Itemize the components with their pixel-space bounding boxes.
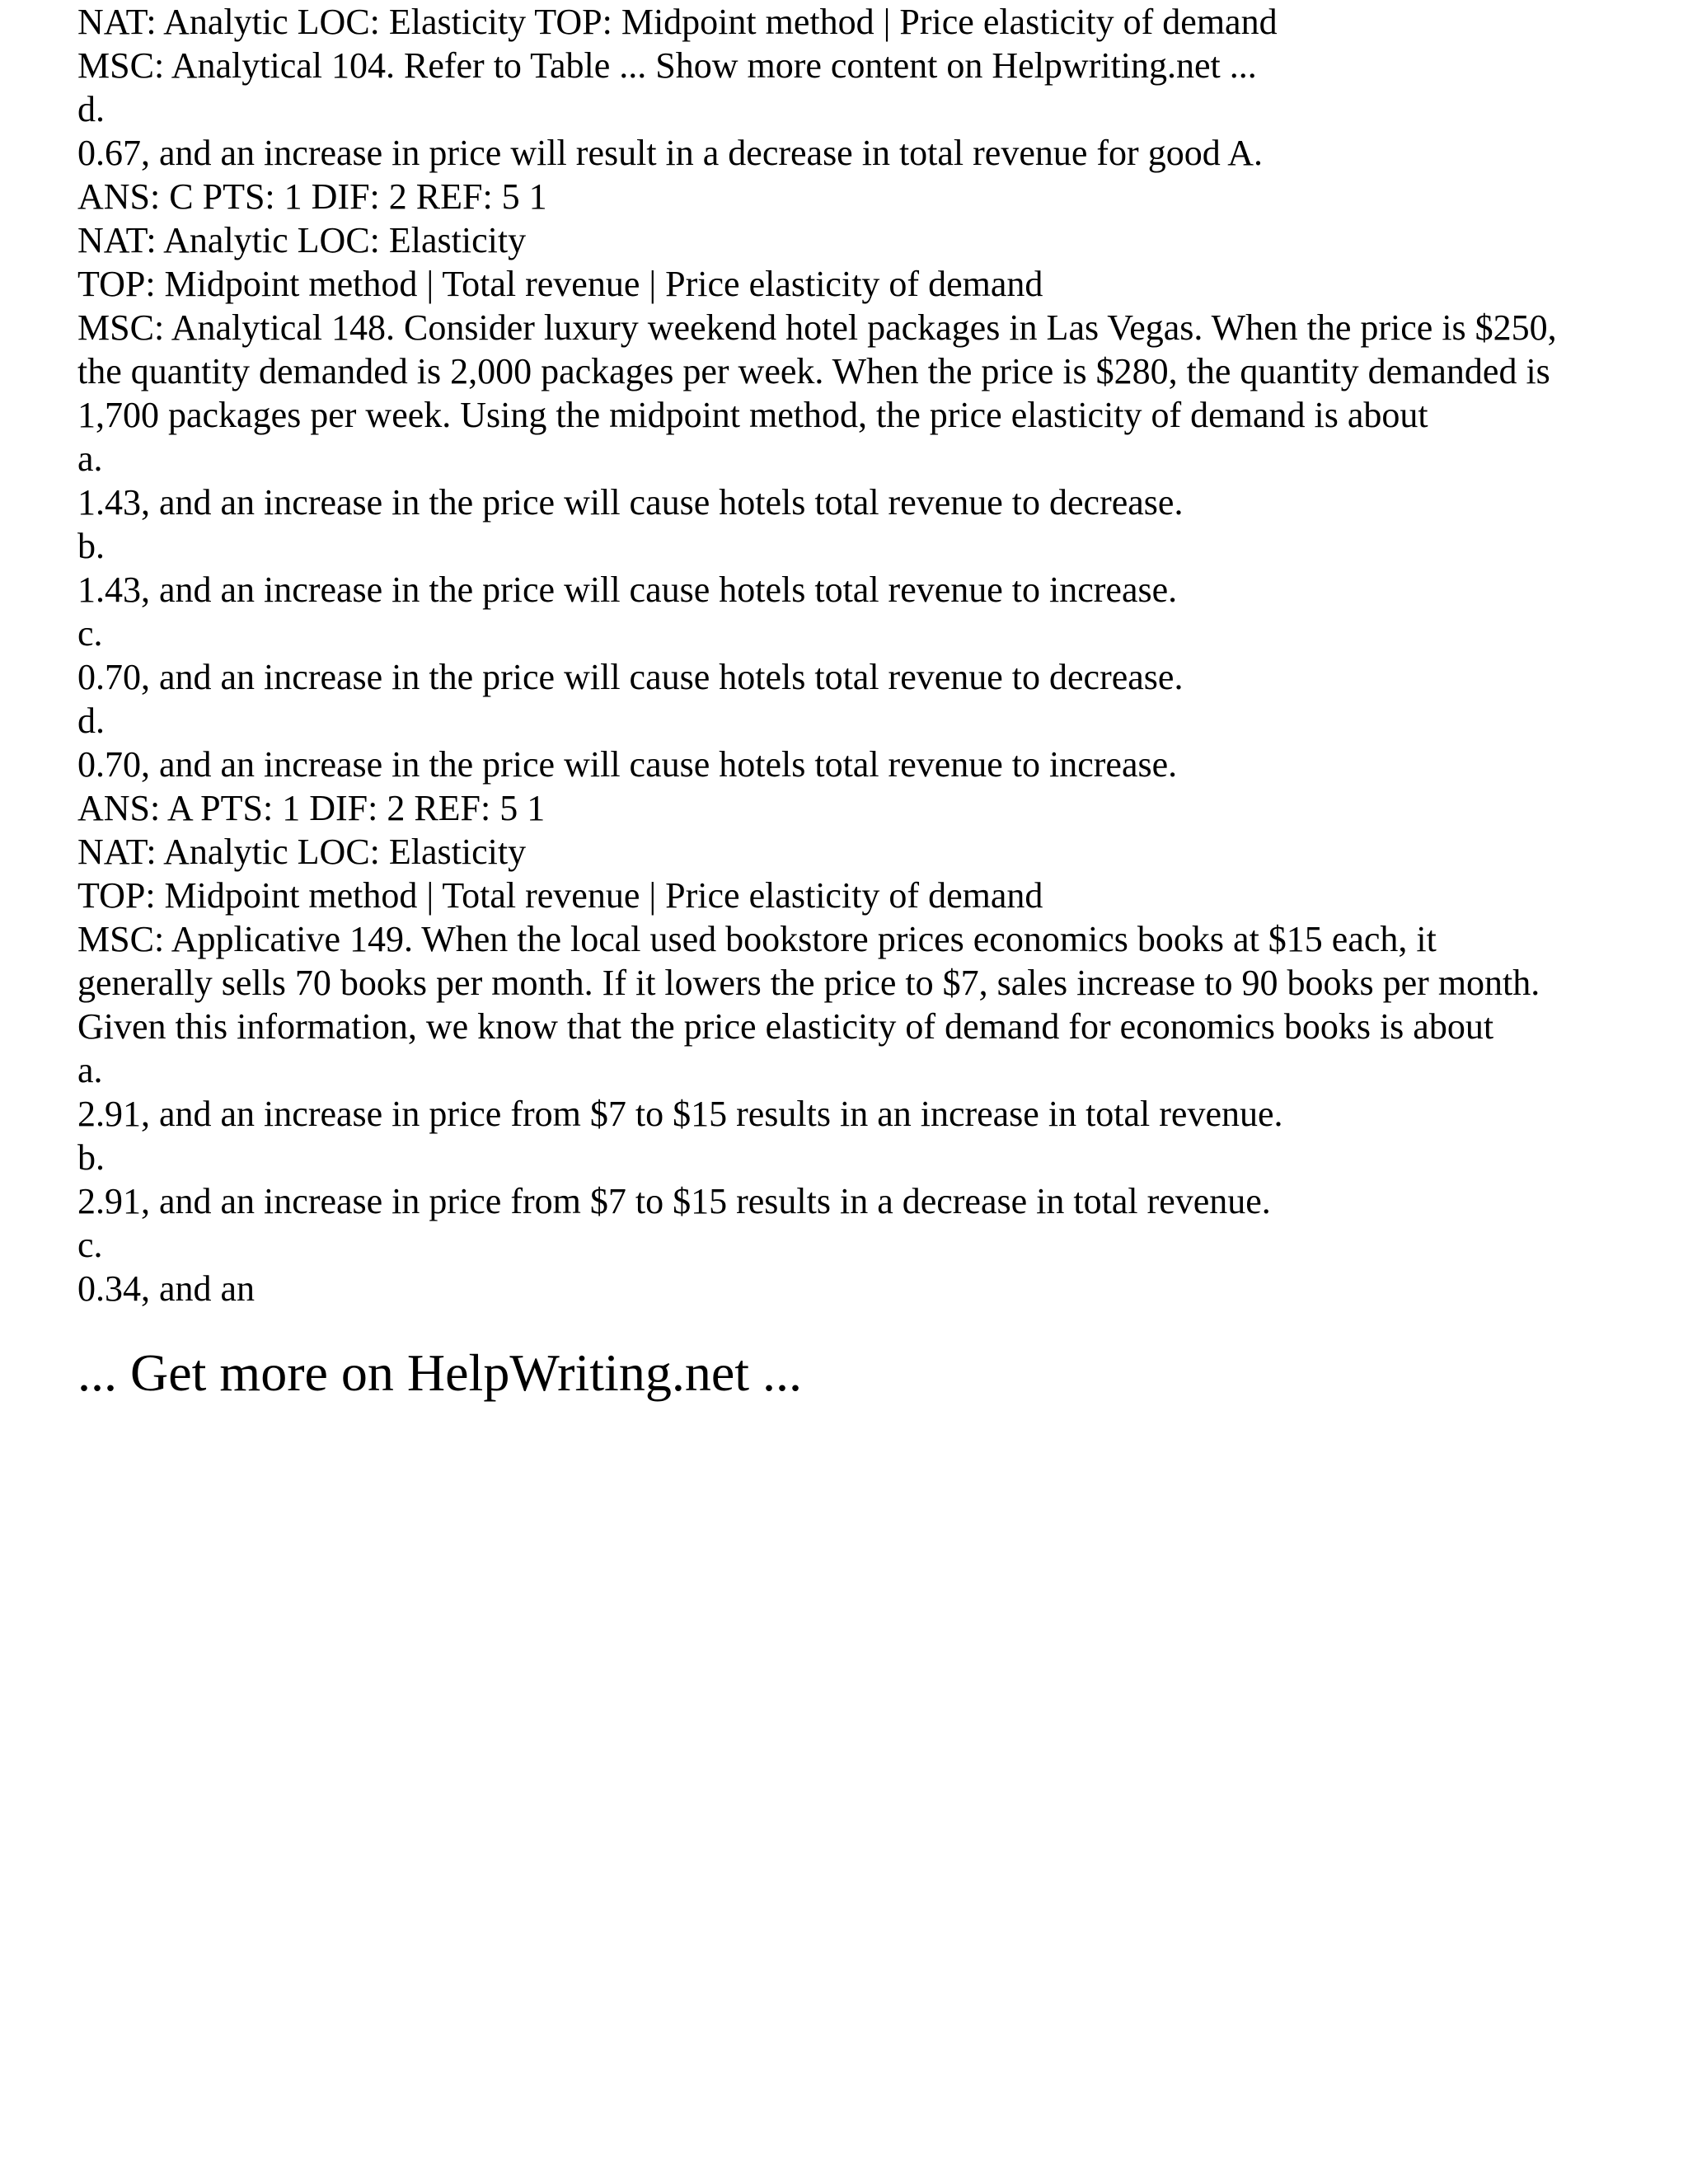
text-line: 2.91, and an increase in price from $7 to $15 results in an increase in total revenue. xyxy=(77,1094,1283,1134)
text-line: NAT: Analytic LOC: Elasticity xyxy=(77,832,527,872)
text-line: b. xyxy=(77,1137,105,1178)
text-line: 1.43, and an increase in the price will cause hotels total revenue to increase. xyxy=(77,569,1178,610)
text-line: 1.43, and an increase in the price will cause hotels total revenue to decrease. xyxy=(77,482,1184,523)
text-line: a. xyxy=(77,1050,103,1090)
text-line: 0.34, and an xyxy=(77,1268,256,1309)
text-line: the quantity demanded is 2,000 packages per week. When the price is $280, the quantity demanded is xyxy=(77,351,1550,391)
text-line: MSC: Analytical 104. Refer to Table ... Show more content on Helpwriting.net ... xyxy=(77,45,1257,86)
text-line: Given this information, we know that the price elasticity of demand for economics books is about xyxy=(77,1006,1494,1047)
text-line: NAT: Analytic LOC: Elasticity TOP: Midpoint method | Price elasticity of demand xyxy=(77,2,1278,42)
text-line: b. xyxy=(77,526,105,566)
text-line: 2.91, and an increase in price from $7 to $15 results in a decrease in total revenue. xyxy=(77,1181,1271,1221)
text-line: ANS: C PTS: 1 DIF: 2 REF: 5 1 xyxy=(77,176,547,217)
text-line: MSC: Applicative 149. When the local used bookstore prices economics books at $15 each, it xyxy=(77,919,1437,959)
text-line: NAT: Analytic LOC: Elasticity xyxy=(77,220,527,260)
text-line: MSC: Analytical 148. Consider luxury weekend hotel packages in Las Vegas. When the price is $250, xyxy=(77,307,1557,348)
text-line: TOP: Midpoint method | Total revenue | Price elasticity of demand xyxy=(77,264,1043,304)
text-line: 0.70, and an increase in the price will cause hotels total revenue to increase. xyxy=(77,744,1178,785)
text-line: generally sells 70 books per month. If it lowers the price to $7, sales increase to 90 books per month. xyxy=(77,963,1540,1003)
get-more-link[interactable]: ... Get more on HelpWriting.net ... xyxy=(77,1343,802,1402)
text-line: d. xyxy=(77,89,105,129)
text-line: 0.67, and an increase in price will result in a decrease in total revenue for good A. xyxy=(77,133,1264,173)
document-body xyxy=(77,0,1643,1310)
document-page xyxy=(77,0,1643,1404)
text-line: TOP: Midpoint method | Total revenue | Price elasticity of demand xyxy=(77,875,1043,916)
text-line: d. xyxy=(77,701,105,741)
text-line: ANS: A PTS: 1 DIF: 2 REF: 5 1 xyxy=(77,788,546,828)
text-line: c. xyxy=(77,613,103,654)
text-line: a. xyxy=(77,438,103,479)
text-line: 1,700 packages per week. Using the midpoint method, the price elasticity of demand is about xyxy=(77,395,1428,435)
text-line: 0.70, and an increase in the price will cause hotels total revenue to decrease. xyxy=(77,657,1184,697)
text-line: c. xyxy=(77,1225,103,1265)
